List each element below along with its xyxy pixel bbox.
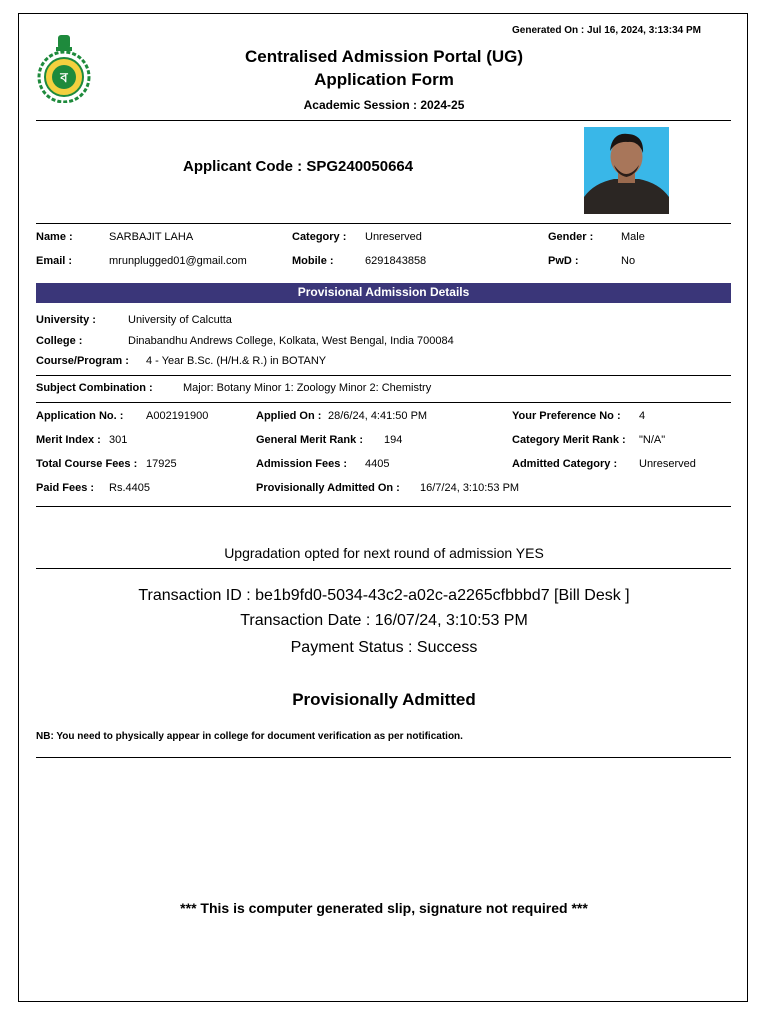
university-label: University : (36, 314, 96, 326)
preference-no-value: 4 (639, 410, 646, 422)
admission-fees-value: 4405 (365, 458, 390, 470)
email-label: Email : (36, 255, 73, 267)
total-course-fees-value: 17925 (146, 458, 177, 470)
divider (36, 223, 731, 224)
merit-index-value: 301 (109, 434, 128, 446)
mobile-label: Mobile : (292, 255, 334, 267)
course-label: Course/Program : (36, 355, 129, 367)
applied-on-label: Applied On : (256, 410, 322, 422)
academic-session: Academic Session : 2024-25 (303, 98, 465, 112)
name-value: SARBAJIT LAHA (109, 231, 194, 243)
gender-label: Gender : (548, 231, 594, 243)
pwd-label: PwD : (548, 255, 579, 267)
footer-note: *** This is computer generated slip, signature not required *** (180, 900, 588, 916)
provisionally-admitted-on-value: 16/7/24, 3:10:53 PM (420, 482, 520, 494)
svg-text:ব: ব (60, 71, 68, 86)
application-no-label: Application No. : (36, 410, 124, 422)
merit-index-label: Merit Index : (36, 434, 101, 446)
pwd-value: No (621, 255, 636, 267)
name-label: Name : (36, 231, 73, 243)
government-emblem-logo (36, 33, 92, 103)
generated-on: Generated On : Jul 16, 2024, 3:13:34 PM (512, 25, 701, 36)
admission-status: Provisionally Admitted (292, 690, 476, 709)
admitted-category-label: Admitted Category : (512, 458, 618, 470)
preference-no-label: Your Preference No : (512, 410, 621, 422)
divider (36, 120, 731, 121)
applied-on-value: 28/6/24, 4:41:50 PM (328, 410, 428, 422)
university-value: University of Calcutta (128, 314, 232, 326)
transaction-date: Transaction Date : 16/07/24, 3:10:53 PM (240, 612, 528, 629)
general-merit-rank-value: 194 (384, 434, 403, 446)
subject-combination-value: Major: Botany Minor 1: Zoology Minor 2: Chemistry (183, 382, 432, 394)
category-merit-rank-value: "N/A" (639, 434, 666, 446)
divider (36, 757, 731, 758)
course-value: 4 - Year B.Sc. (H/H.& R.) in BOTANY (146, 355, 327, 367)
mobile-value: 6291843858 (365, 255, 427, 267)
category-value: Unreserved (365, 231, 422, 243)
divider (36, 568, 731, 569)
applicant-code: Applicant Code : SPG240050664 (183, 158, 414, 175)
applicant-photo (584, 127, 669, 214)
verification-note: NB: You need to physically appear in college for document verification as per notification. (36, 731, 463, 742)
college-label: College : (36, 335, 83, 347)
paid-fees-value: Rs.4405 (109, 482, 150, 494)
provisionally-admitted-on-label: Provisionally Admitted On : (256, 482, 400, 494)
admission-fees-label: Admission Fees : (256, 458, 348, 470)
admitted-category-value: Unreserved (639, 458, 696, 470)
divider (36, 375, 731, 376)
payment-status: Payment Status : Success (290, 639, 478, 656)
category-label: Category : (292, 231, 347, 243)
paid-fees-label: Paid Fees : (36, 482, 95, 494)
college-value: Dinabandhu Andrews College, Kolkata, West Bengal, India 700084 (128, 335, 454, 347)
category-merit-rank-label: Category Merit Rank : (512, 434, 626, 446)
gender-value: Male (621, 231, 645, 243)
transaction-id: Transaction ID : be1b9fd0-5034-43c2-a02c-a2265cfbbbd7 [Bill Desk ] (138, 587, 630, 604)
application-no-value: A002191900 (146, 410, 209, 422)
total-course-fees-label: Total Course Fees : (36, 458, 138, 470)
portal-title: Centralised Admission Portal (UG) (244, 47, 524, 66)
subject-combination-label: Subject Combination : (36, 382, 153, 394)
divider (36, 506, 731, 507)
section-header-admission-details: Provisional Admission Details (36, 283, 731, 303)
general-merit-rank-label: General Merit Rank : (256, 434, 363, 446)
form-title: Application Form (314, 70, 454, 89)
upgradation-status: Upgradation opted for next round of admission YES (224, 545, 544, 561)
email-value: mrunplugged01@gmail.com (109, 255, 247, 267)
divider (36, 402, 731, 403)
